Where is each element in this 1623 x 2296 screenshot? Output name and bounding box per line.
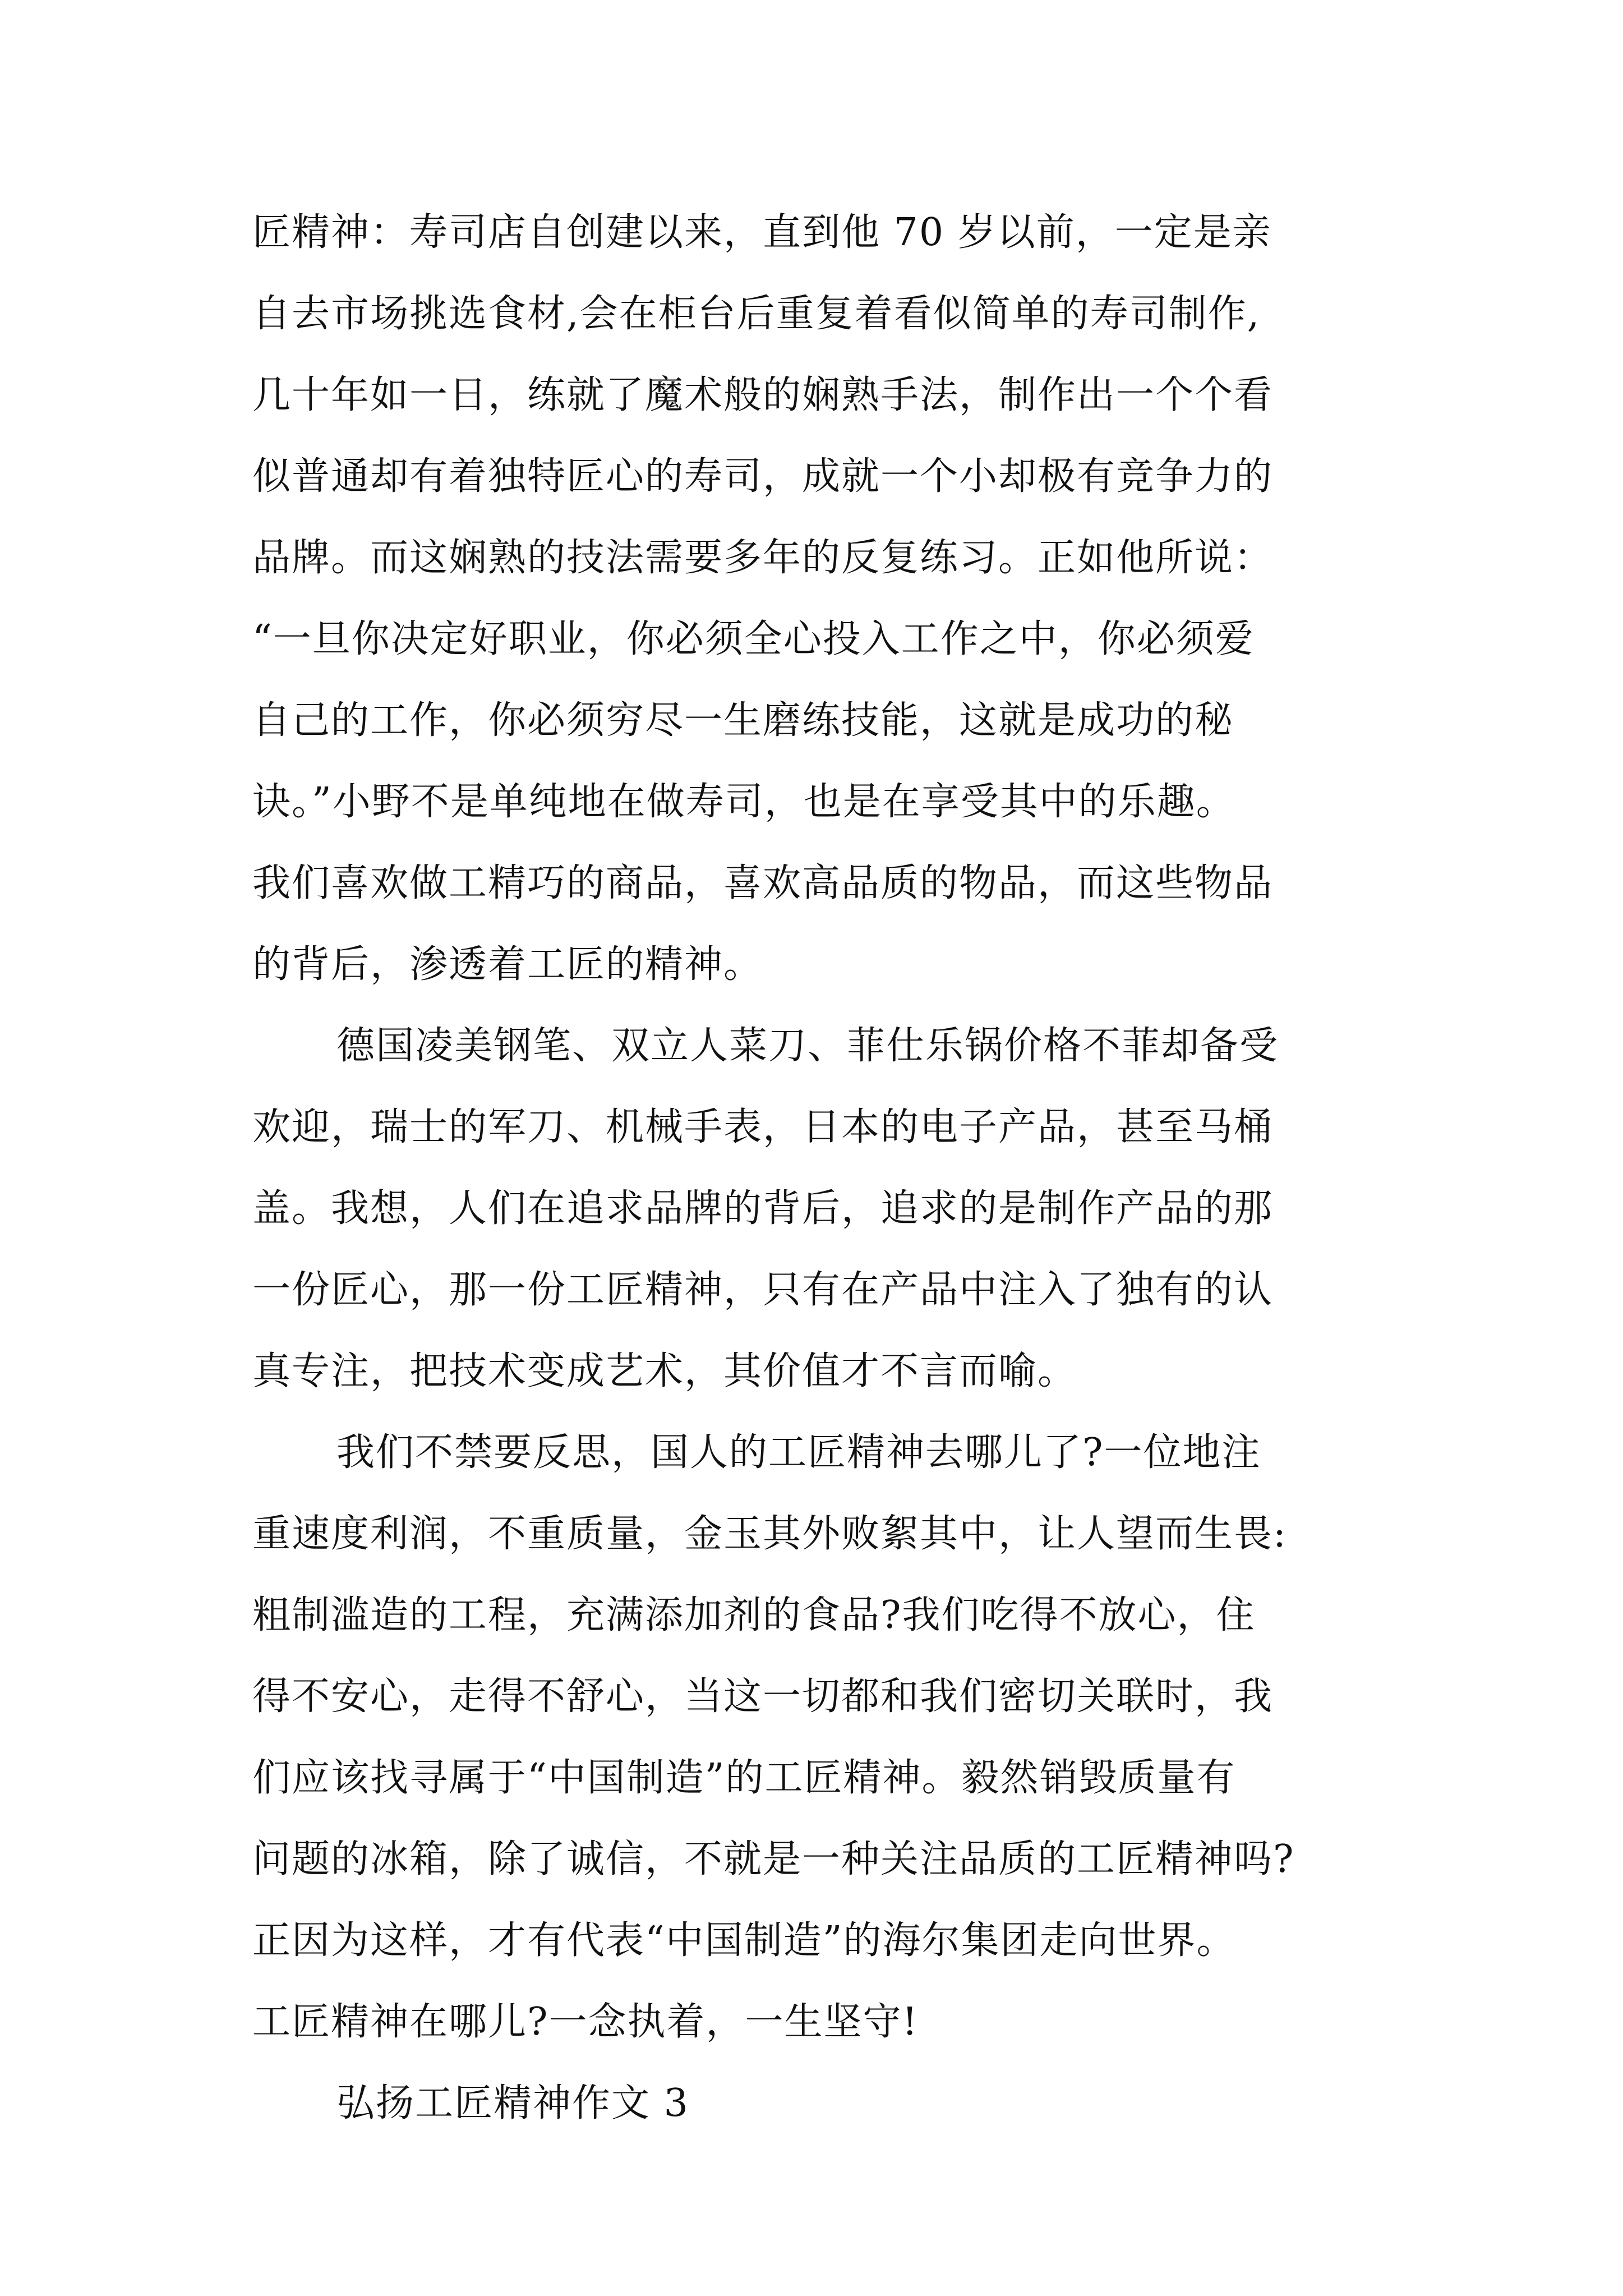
text-line-9: 我们喜欢做工精巧的商品，喜欢高品质的物品，而这些物品 (252, 861, 1274, 905)
text-line-4: 似普通却有着独特匠心的寿司，成就一个小却极有竞争力的 (252, 454, 1274, 499)
text-line-12: 欢迎，瑞士的军刀、机械手表，日本的电子产品，甚至马桶 (252, 1105, 1274, 1149)
text-line-20: 们应该找寻属于“中国制造”的工匠精神。毅然销毁质量有 (252, 1756, 1236, 1800)
text-line-3: 几十年如一日，练就了魔术般的娴熟手法，制作出一个个看 (252, 373, 1274, 417)
text-line-11: 德国凌美钢笔、双立人菜刀、菲仕乐锅价格不菲却备受 (336, 1024, 1279, 1068)
section-heading: 弘扬工匠精神作文 3 (336, 2081, 689, 2125)
text-line-7: 自己的工作，你必须穷尽一生磨练技能，这就是成功的秘 (252, 698, 1234, 743)
text-line-18: 粗制滥造的工程，充满添加剂的食品?我们吃得不放心，住 (252, 1593, 1256, 1637)
text-line-22: 正因为这样，才有代表“中国制造”的海尔集团走向世界。 (252, 1918, 1236, 1963)
text-line-8: 诀。”小野不是单纯地在做寿司，也是在享受其中的乐趣。 (252, 780, 1235, 824)
text-line-21: 问题的冰箱，除了诚信，不就是一种关注品质的工匠精神吗? (252, 1837, 1295, 1881)
text-line-5: 品牌。而这娴熟的技法需要多年的反复练习。正如他所说： (252, 536, 1274, 580)
text-line-1: 匠精神：寿司店自创建以来，直到他 70 岁以前，一定是亲 (252, 210, 1272, 255)
text-line-14: 一份匠心，那一份工匠精神，只有在产品中注入了独有的认 (252, 1268, 1274, 1312)
text-line-16: 我们不禁要反思，国人的工匠精神去哪儿了?一位地注 (336, 1430, 1261, 1475)
text-line-23: 工匠精神在哪儿?一念执着，一生坚守! (252, 2000, 919, 2044)
text-line-19: 得不安心，走得不舒心，当这一切都和我们密切关联时，我 (252, 1674, 1274, 1719)
text-line-6: “一旦你决定好职业，你必须全心投入工作之中，你必须爱 (252, 617, 1255, 661)
text-line-17: 重速度利润，不重质量，金玉其外败絮其中，让人望而生畏: (252, 1512, 1287, 1556)
text-line-13: 盖。我想，人们在追求品牌的背后，追求的是制作产品的那 (252, 1186, 1274, 1231)
text-line-10: 的背后，渗透着工匠的精神。 (252, 942, 763, 987)
text-line-2: 自去市场挑选食材,会在柜台后重复着看似简单的寿司制作, (252, 292, 1261, 336)
text-line-15: 真专注，把技术变成艺术，其价值才不言而喻。 (252, 1349, 1077, 1393)
